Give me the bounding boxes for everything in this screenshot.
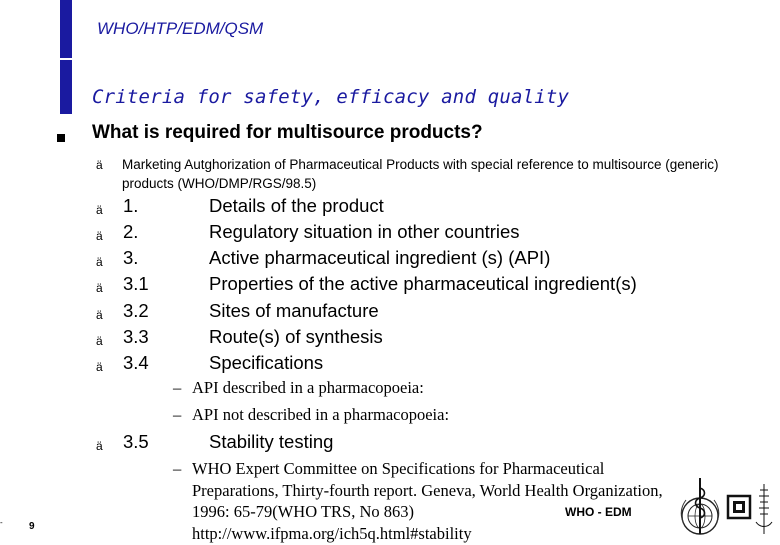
dash-bullet-icon: –: [173, 378, 182, 397]
list-item: [0, 352, 780, 378]
item-label: Route(s) of synthesis: [209, 326, 383, 347]
list-item: [0, 273, 780, 299]
stability-reference-line: Preparations, Thirty-fourth report. Geneva, World Health Organization,: [192, 481, 663, 500]
arrow-bullet-icon: ä: [96, 360, 103, 374]
reference-text: Marketing Autghorization of Pharmaceutical Products with special reference to multisource (generic) products (WHO/DMP/RGS/98.5): [122, 157, 719, 191]
list-item: [0, 300, 780, 326]
stability-reference-line: 1996: 65-79(WHO TRS, No 863): [192, 502, 414, 521]
item-label: Specifications: [209, 352, 324, 373]
header-accent-bar: [60, 0, 72, 58]
list-item: [0, 195, 780, 221]
item-number: 3.4: [123, 352, 149, 373]
item-label: Properties of the active pharmaceutical ingredient(s): [209, 273, 637, 294]
arrow-bullet-icon: ä: [96, 229, 103, 243]
list-item: [0, 247, 780, 273]
page-number: 9: [29, 521, 35, 532]
stability-reference-line: WHO Expert Committee on Specifications for Pharmaceutical: [192, 459, 605, 478]
api-subitem: API described in a pharmacopoeia:: [192, 378, 424, 397]
dash-bullet-icon: –: [173, 459, 182, 478]
arrow-bullet-icon: ä: [96, 308, 103, 322]
arrow-bullet-icon: ä: [96, 158, 103, 172]
item-number: 3.: [123, 247, 139, 268]
arrow-bullet-icon: ä: [96, 203, 103, 217]
who-emblem-icon: [676, 474, 724, 540]
item-number: 1.: [123, 195, 139, 216]
arrow-bullet-icon: ä: [96, 439, 103, 453]
footer-organization: WHO - EDM: [565, 505, 632, 519]
square-bullet-icon: [57, 134, 65, 142]
item-number: 3.3: [123, 326, 149, 347]
list-item: [0, 326, 780, 352]
slide-title: Criteria for safety, efficacy and quality: [92, 86, 570, 108]
arrow-bullet-icon: ä: [96, 334, 103, 348]
document-code: WHO/HTP/EDM/QSM: [97, 19, 264, 38]
arrow-bullet-icon: ä: [96, 281, 103, 295]
list-item: [0, 221, 780, 247]
item-label: Details of the product: [209, 195, 384, 216]
item-number: 3.1: [123, 273, 149, 294]
list-item: [0, 431, 780, 457]
title-accent-bar: [60, 60, 72, 114]
item-label: Regulatory situation in other countries: [209, 221, 520, 242]
item-number: 3.2: [123, 300, 149, 321]
page-tick: -: [0, 518, 3, 527]
item-label: Active pharmaceutical ingredient (s) (API): [209, 247, 551, 268]
stability-reference-link[interactable]: http://www.ifpma.org/ich5q.html#stability: [192, 524, 472, 543]
item-label: Stability testing: [209, 431, 334, 452]
main-question: What is required for multisource products?: [92, 122, 483, 143]
item-number: 2.: [123, 221, 139, 242]
edm-logo-icon: [726, 482, 774, 540]
arrow-bullet-icon: ä: [96, 255, 103, 269]
dash-bullet-icon: –: [173, 405, 182, 424]
item-label: Sites of manufacture: [209, 300, 379, 321]
api-subitem: API not described in a pharmacopoeia:: [192, 405, 450, 424]
item-number: 3.5: [123, 431, 149, 452]
